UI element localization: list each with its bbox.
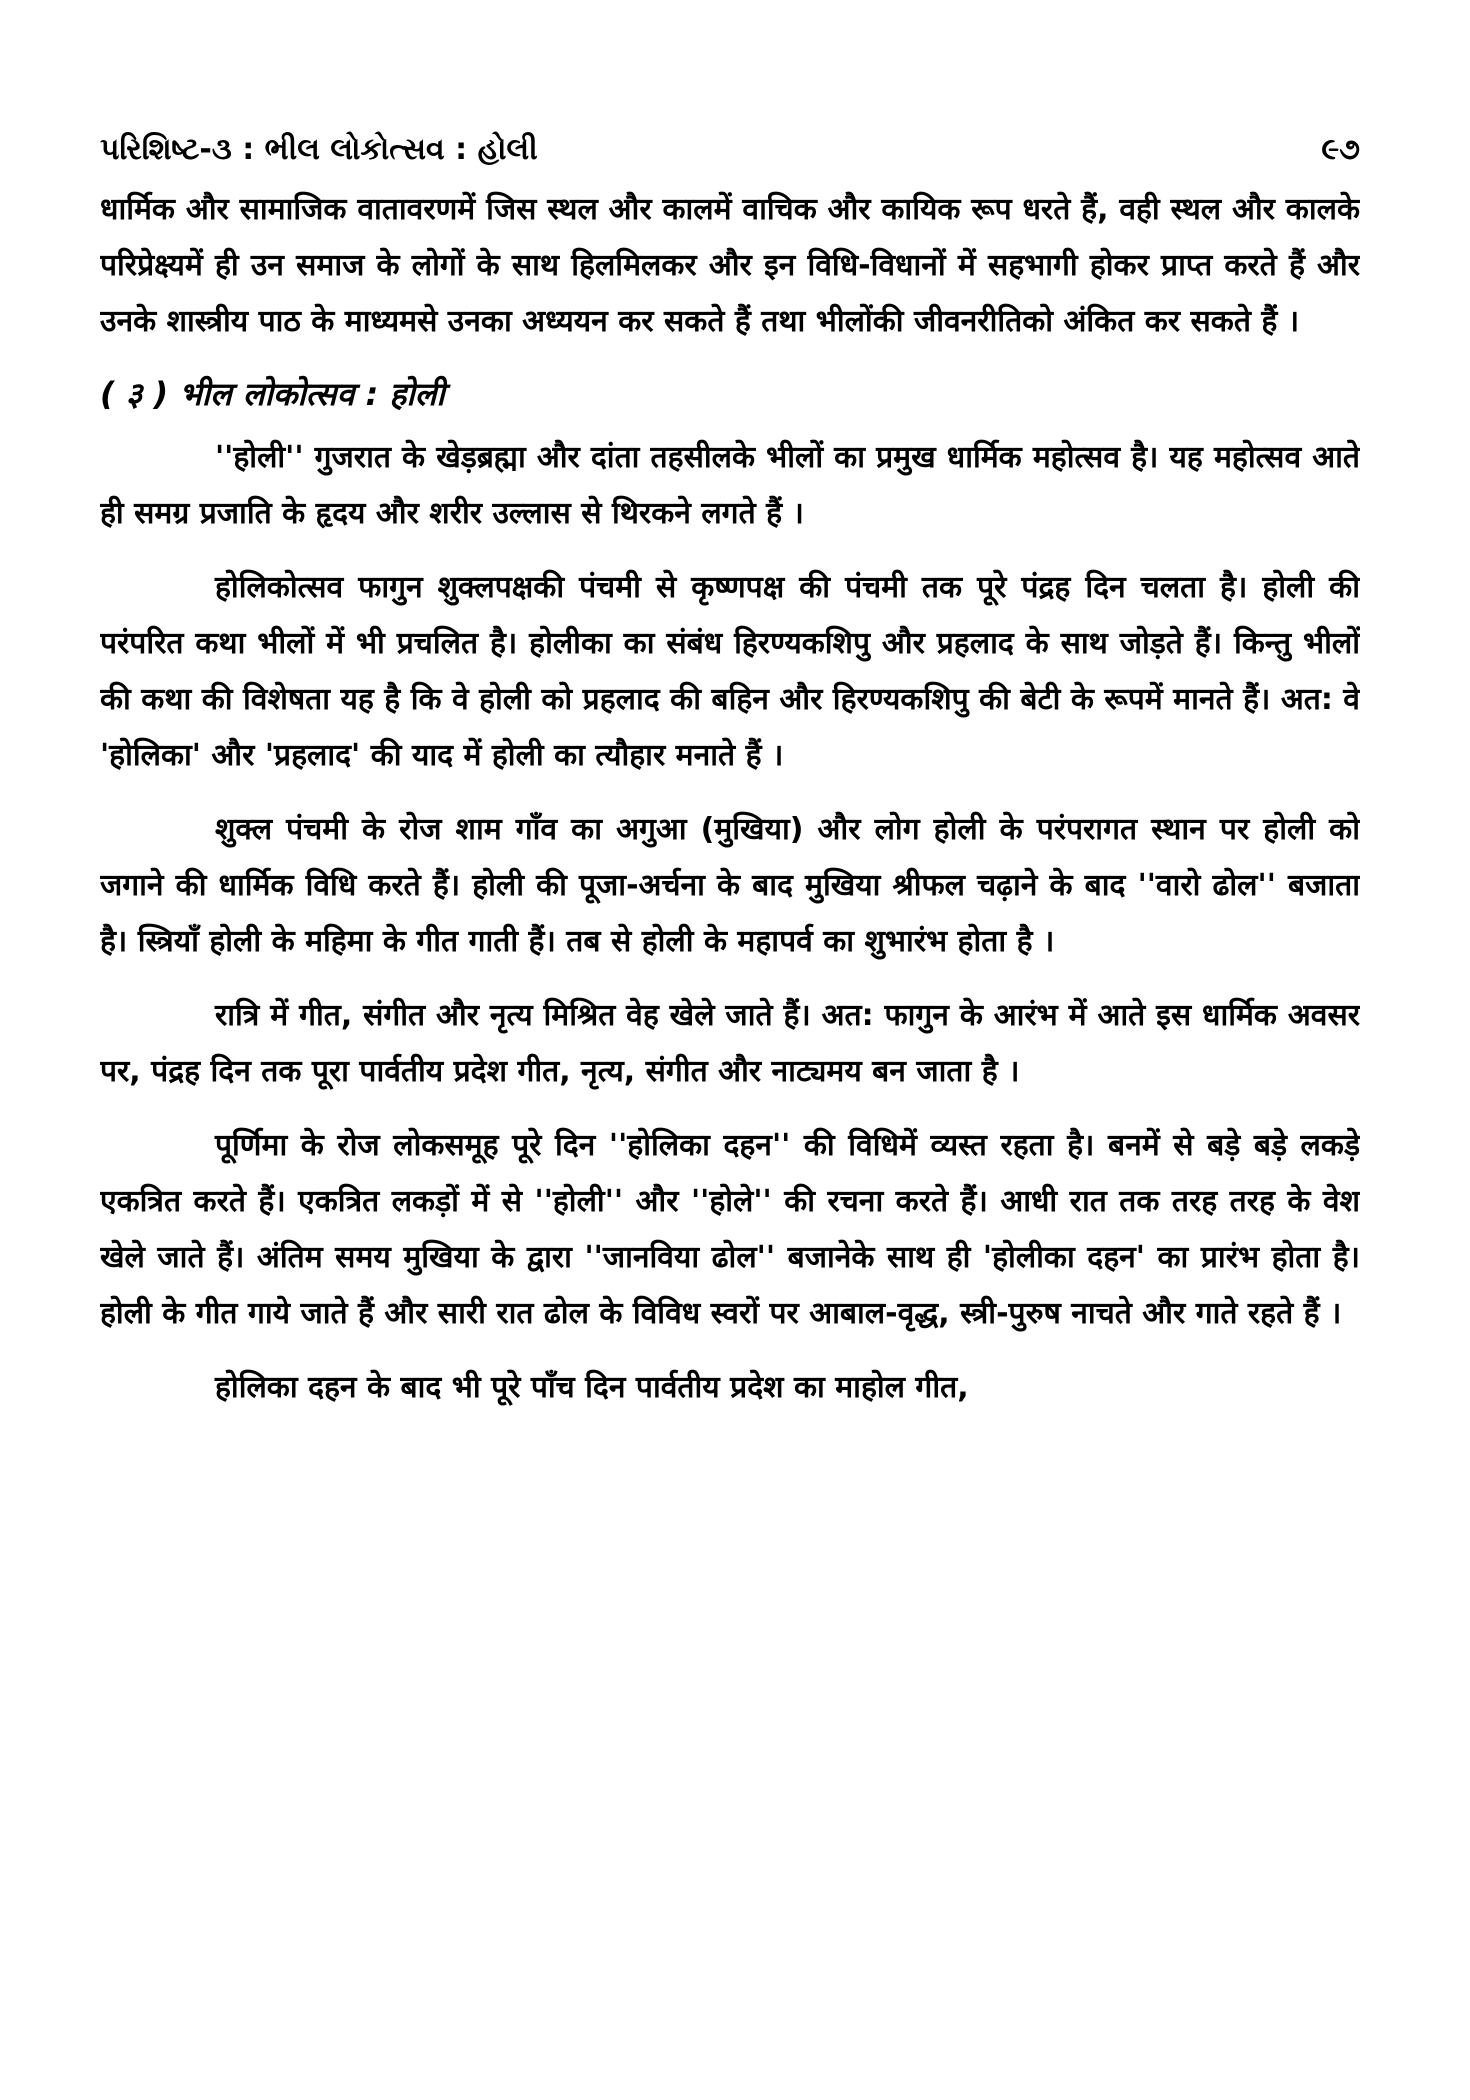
paragraph-holika-dahan: होलिका दहन के बाद भी पूरे पाँच दिन पार्वतीय प्रदेश का माहोल गीत,	[215, 1370, 969, 1405]
paragraph-purnima: पूर्णिमा के रोज लोकसमूह पूरे दिन ''होलिका दहन'' की विधिमें व्यस्त रहता है। बनमें से बड़े बड़े लकड़े एकत्रित करते हैं। एकत्रित लकड़ों में से ''होली'' और ''होले'' की रचना करते हैं। आधी रात तक तरह तरह के वेश खेले जाते हैं। अंतिम समय मुखिया के द्वारा ''जानविया ढोल'' बजानेके साथ ही 'होलीका दहन' का प्रारंभ होता है। होली के गीत गाये जाते हैं और सारी रात ढोल के विविध स्वरों पर आबाल-वृद्ध, स्त्री-पुरुष नाचते और गाते रहते हैं ।	[100, 1128, 1360, 1331]
running-title: પરિશિષ્ટ-૩ : ભીલ લોકોત્સવ : હોલી	[100, 132, 538, 167]
paragraph-holikotsav: होलिकोत्सव फागुन शुक्लपक्षकी पंचमी से कृष्णपक्ष की पंचमी तक पूरे पंद्रह दिन चलता है। होली की परंपरित कथा भीलों में भी प्रचलित है। होलीका का संबंध हिरण्यकशिपु और प्रहलाद के साथ जोड़ते हैं। किन्तु भीलों की कथा की विशेषता यह है कि वे होली को प्रहलाद की बहिन और हिरण्यकशिपु की बेटी के रूपमें मानते हैं। अत: वे 'होलिका' और 'प्रहलाद' की याद में होली का त्यौहार मनाते हैं ।	[100, 570, 1360, 773]
page-number: ૯૭	[1321, 132, 1360, 167]
page-header	[100, 118, 1360, 182]
paragraph-holi-intro: ''होली'' गुजरात के खेड़ब्रह्मा और दांता तहसीलके भीलों का प्रमुख धार्मिक महोत्सव है। यह महोत्सव आते ही समग्र प्रजाति के हृदय और शरीर उल्लास से थिरकने लगते हैं ।	[100, 440, 1360, 531]
paragraph-ratri: रात्रि में गीत, संगीत और नृत्य मिश्रित वेह खेले जाते हैं। अत: फागुन के आरंभ में आते इस धार्मिक अवसर पर, पंद्रह दिन तक पूरा पार्वतीय प्रदेश गीत, नृत्य, संगीत और नाट्यमय बन जाता है ।	[100, 998, 1360, 1089]
section-heading: ( ३ ) भील लोकोत्सव : होली	[100, 375, 445, 413]
paragraph-shukla-panchami: शुक्ल पंचमी के रोज शाम गाँव का अगुआ (मुखिया) और लोग होली के परंपरागत स्थान पर होली को जगाने की धार्मिक विधि करते हैं। होली की पूजा-अर्चना के बाद मुखिया श्रीफल चढ़ाने के बाद ''वारो ढोल'' बजाता है। स्त्रियाँ होली के महिमा के गीत गाती हैं। तब से होली के महापर्व का शुभारंभ होता है ।	[100, 812, 1360, 959]
book-page	[100, 118, 1360, 2048]
paragraph-continuation: धार्मिक और सामाजिक वातावरणमें जिस स्थल और कालमें वाचिक और कायिक रूप धरते हैं, वही स्थल और कालके परिप्रेक्ष्यमें ही उन समाज के लोगों के साथ हिलमिलकर और इन विधि-विधानों में सहभागी होकर प्राप्त करते हैं और उनके शास्त्रीय पाठ के माध्यमसे उनका अध्ययन कर सकते हैं तथा भीलोंकी जीवनरीतिको अंकित कर सकते हैं ।	[100, 192, 1360, 339]
